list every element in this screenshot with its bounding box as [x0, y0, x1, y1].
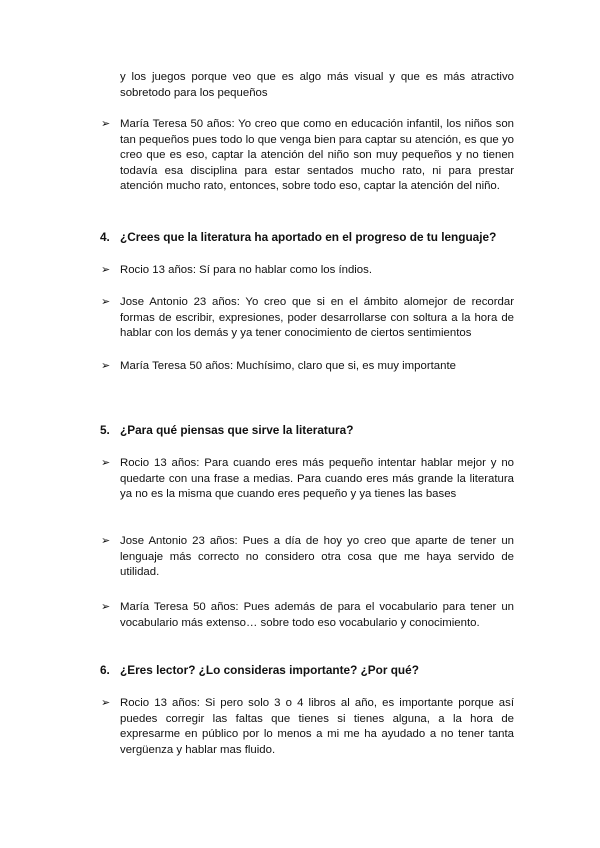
arrowhead-bullet-icon: ➢: [101, 118, 111, 130]
arrowhead-bullet-icon: ➢: [101, 457, 111, 469]
answer-text: Rocio 13 años: Para cuando eres más pequeño intentar hablar mejor y no quedarte con una frase a medias. Para cuando eres más grande la literatura ya no es la misma que cuando eres pequeño y ya tienes las bases: [120, 457, 514, 501]
answer-text: Rocio 13 años: Sí para no hablar como los índios.: [120, 264, 373, 276]
answer-text: María Teresa 50 años: Yo creo que como en educación infantil, los niños son tan pequeños pues todo lo que venga bien para captar su atención, es que yo creo que es eso, captar la atención del niño son muy pequeños y no tienen todavía esa disciplina para estar sentados mucho rato, ni para prestar atención mucho rato, entonces, sobre todo eso, captar la atención del niño.: [120, 118, 514, 193]
answer-text: María Teresa 50 años: Muchísimo, claro que si, es muy importante: [120, 360, 456, 372]
answer-q4-jose-antonio: [101, 295, 514, 342]
answer-text: Jose Antonio 23 años: Pues a día de hoy yo creo que aparte de tener un lenguaje más correcto no considero otra cosa que me haya servido de utilidad.: [120, 535, 514, 579]
answer-q5-jose-antonio: [101, 534, 514, 581]
answer-q5-rocio: [101, 456, 514, 503]
answer-q6-rocio: [101, 696, 514, 758]
question-text: ¿Para qué piensas que sirve la literatura?: [120, 423, 354, 437]
question-number: 4.: [100, 230, 110, 244]
arrowhead-bullet-icon: ➢: [101, 264, 111, 276]
answer-q4-maria-teresa: [101, 359, 514, 375]
answer-q5-maria-teresa: [101, 600, 514, 631]
question-number: 6.: [100, 663, 110, 677]
arrowhead-bullet-icon: ➢: [101, 360, 111, 372]
question-number: 5.: [100, 423, 110, 437]
question-text: ¿Crees que la literatura ha aportado en el progreso de tu lenguaje?: [120, 230, 497, 244]
answer-q3-maria-teresa: [101, 117, 514, 195]
answer-q4-rocio: [101, 263, 514, 279]
question-6-heading: [100, 663, 520, 679]
arrowhead-bullet-icon: ➢: [101, 697, 111, 709]
answer-text: Rocio 13 años: Si pero solo 3 o 4 libros al año, es importante porque así puedes corregir las faltas que tienes si tienes alguna, a la hora de expresarme en público por lo menos a mi me ha ayudado a no tener tanta vergüenza y hablar mas fluido.: [120, 697, 514, 756]
arrowhead-bullet-icon: ➢: [101, 535, 111, 547]
question-text: ¿Eres lector? ¿Lo consideras importante? ¿Por qué?: [120, 663, 419, 677]
arrowhead-bullet-icon: ➢: [101, 296, 111, 308]
arrowhead-bullet-icon: ➢: [101, 601, 111, 613]
answer-text: María Teresa 50 años: Pues además de para el vocabulario para tener un vocabulario más extenso… sobre todo eso vocabulario y conocimiento.: [120, 601, 514, 629]
answer-continuation: y los juegos porque veo que es algo más visual y que es más atractivo sobretodo para los pequeños: [120, 71, 514, 99]
question-4-heading: [100, 230, 520, 246]
answer-text: Jose Antonio 23 años: Yo creo que si en el ámbito alomejor de recordar formas de escribir, expresiones, poder desarrollarse con soltura a la hora de hablar con los demás y ya tener conocimiento de ciertos sentimientos: [120, 296, 514, 340]
question-5-heading: [100, 423, 520, 439]
